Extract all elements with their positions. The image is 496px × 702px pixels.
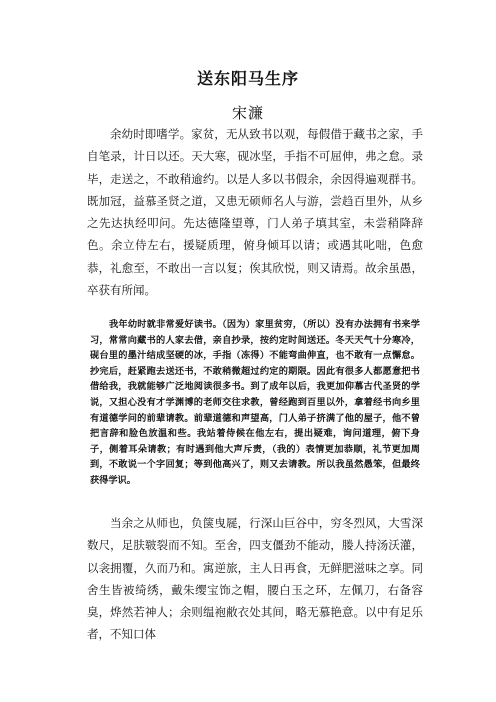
page-title: 送东阳马生序 — [196, 69, 299, 88]
translation-paragraph-1: 我年幼时就非常爱好读书。（因为）家里贫穷，（所以）没有办法拥有书来学习，常常向藏书的人家去借，亲自抄录，按约定时间送还。冬天天气十分寒冷，砚台里的墨汁结成坚硬的冰，手指（冻得）不能弯曲伸直，也不敢有一点懈怠。抄完后，赶紧跑去送还书，不敢稍微超过约定的期限。因此有很多人都愿意把书借给我，我就能够广泛地阅读很多书。到了成年以后，我更加仰慕古代圣贤的学说，又担心没有才学渊博的老师交往求教，曾经跑到百里以外，拿着经书向乡里有道德学问的前辈请教。前辈道德和声望高，门人弟子挤满了他的屋子，他不曾把言辞和脸色放温和些。我站着侍候在他左右，提出疑难，询问道理，俯下身子，侧着耳朵请教；有时遇到他大声斥责，（我的）表情更加恭顺，礼节更加周到，不敢说一个字回复；等到他高兴了，则又去请教。所以我虽然愚笨，但最终获得学识。 — [90, 319, 420, 486]
original-text-paragraph-1: 余幼时即嗜学。家贫，无从致书以观，每假借于藏书之家，手自笔录，计日以还。天大寒，砚冰坚，手指不可屈伸，弗之怠。录毕，走送之，不敢稍逾约。以是人多以书假余，余因得遍观群书。既加冠，益慕圣贤之道，又患无硕师名人与游，尝趋百里外，从乡之先达执经叩问。先达德隆望尊，门人弟子填其室，未尝稍降辞色。余立侍左右，援疑质理，俯身倾耳以请；或遇其叱咄，色愈恭，礼愈至，不敢出一言以复；俟其欣悦，则又请焉。故余虽愚，卒获有所闻。 — [87, 127, 423, 298]
author-name: 宋濂 — [231, 104, 264, 122]
original-text-paragraph-2: 当余之从师也，负箧曳屣，行深山巨谷中，穷冬烈风，大雪深数尺，足肤皲裂而不知。至舍，四支僵劲不能动，媵人持汤沃灌，以衾拥覆，久而乃和。寓逆旅，主人日再食，无鲜肥滋味之享。同舍生皆被绮绣，戴朱缨宝饰之帽，腰白玉之环，左佩刀，右备容臭，烨然若神人；余则缊袍敝衣处其间，略无慕艳意。以中有足乐者，不知口体 — [87, 516, 423, 642]
